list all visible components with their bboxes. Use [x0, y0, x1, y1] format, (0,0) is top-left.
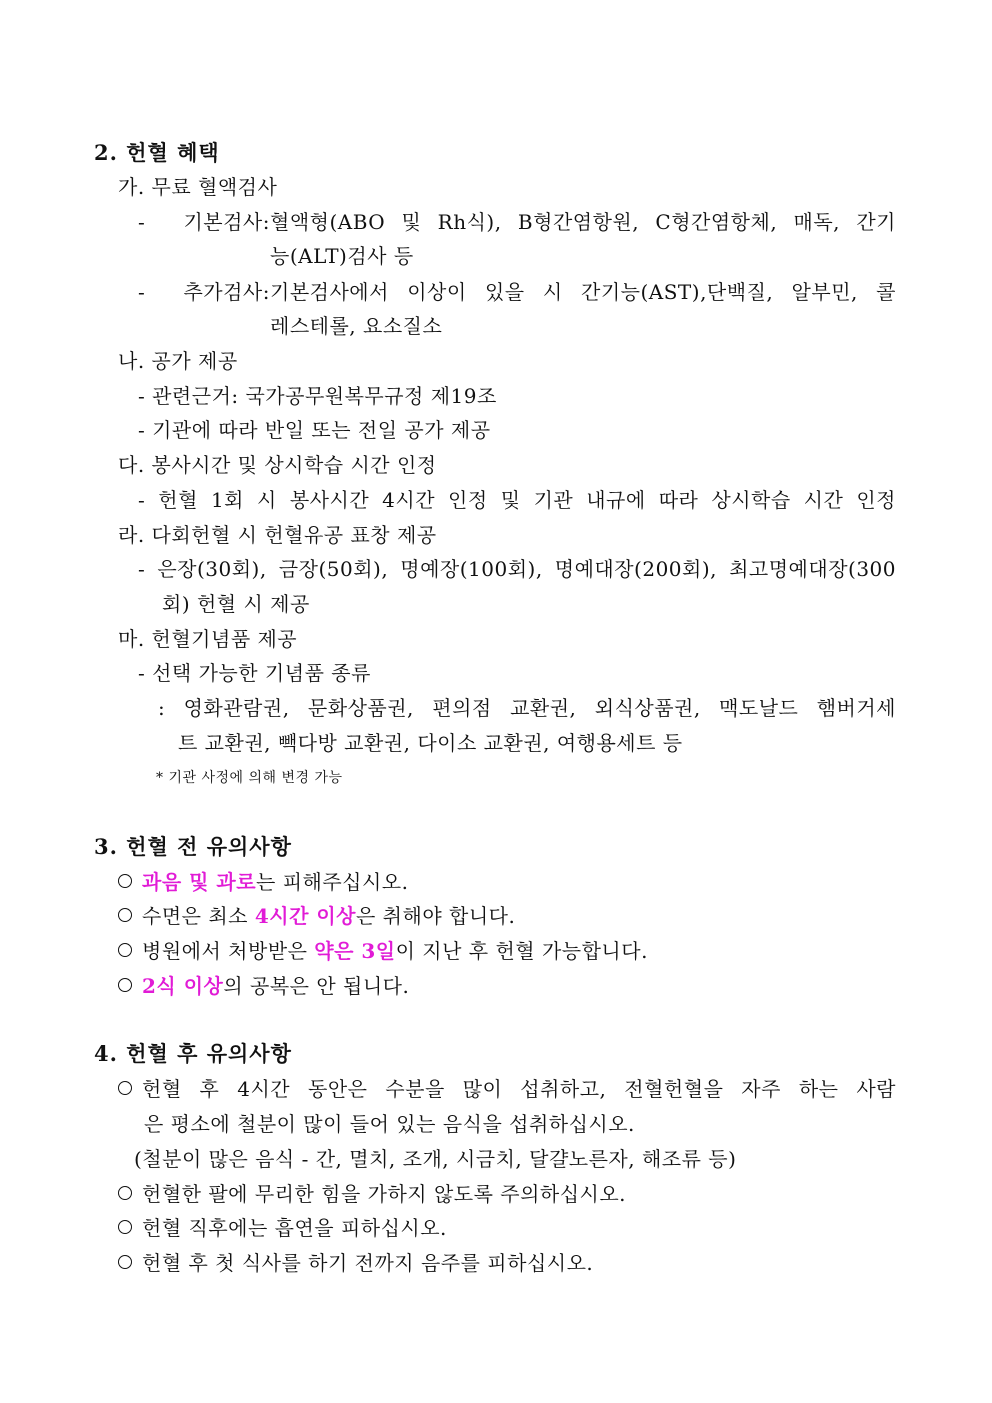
bullet-text: 헌혈 직후에는 흡연을 피하십시오. — [142, 1216, 447, 1240]
subsection-c-title: 다. 봉사시간 및 상시학습 시간 인정 — [118, 453, 437, 477]
extra-test-label: - 추가검사: — [138, 280, 270, 304]
highlight-text: 2식 이상 — [142, 974, 224, 998]
basic-test-text: 혈액형(ABO 및 Rh식), B형간염항원, C형간염항체, 매독, 간기 — [270, 210, 896, 234]
subsection-b-title: 나. 공가 제공 — [118, 349, 238, 373]
bullet-text: 헌혈 후 4시간 동안은 수분을 많이 섭취하고, 전혈헌혈을 자주 하는 사람 — [142, 1077, 896, 1101]
circle-bullet-icon — [118, 1081, 132, 1095]
leave-basis: - 관련근거: 국가공무원복무규정 제19조 — [138, 384, 497, 408]
extra-test-text: 기본검사에서 이상이 있을 시 간기능(AST),단백질, 알부민, 콜 — [270, 280, 896, 304]
pre-bullet-1 — [118, 868, 409, 896]
basic-test-line-1 — [138, 208, 896, 236]
highlight-text: 약은 3일 — [314, 939, 396, 963]
circle-bullet-icon — [118, 874, 132, 888]
circle-bullet-icon — [118, 978, 132, 992]
pre-bullet-3 — [118, 937, 648, 965]
basic-test-label: - 기본검사: — [138, 210, 270, 234]
gift-note: * 기관 사정에 의해 변경 가능 — [156, 770, 343, 786]
post-bullet-1-line-2: 은 평소에 철분이 많이 들어 있는 음식을 섭취하십시오. — [144, 1112, 635, 1136]
volunteer-hours: - 헌혈 1회 시 봉사시간 4시간 인정 및 기관 내규에 따라 상시학습 시간 인정 — [138, 488, 896, 512]
highlight-text: 4시간 이상 — [254, 904, 356, 928]
post-bullet-1-line-1 — [118, 1075, 896, 1103]
bullet-text: 은 취해야 합니다. — [356, 904, 516, 928]
section-3-title: 3. 헌혈 전 유의사항 — [94, 834, 292, 859]
gift-list-line-1: : 영화관람권, 문화상품권, 편의점 교환권, 외식상품권, 맥도날드 햄버거세 — [158, 696, 896, 720]
pre-bullet-4 — [118, 972, 409, 1000]
subsection-d-title: 라. 다회헌혈 시 헌혈유공 표창 제공 — [118, 523, 437, 547]
bullet-text: 헌혈한 팔에 무리한 힘을 가하지 않도록 주의하십시오. — [142, 1182, 627, 1206]
bullet-text: 는 피해주십시오. — [256, 870, 409, 894]
post-bullet-4 — [118, 1249, 593, 1277]
gift-list-line-2: 트 교환권, 빽다방 교환권, 다이소 교환권, 여행용세트 등 — [178, 731, 683, 755]
circle-bullet-icon — [118, 908, 132, 922]
bullet-text: 수면은 최소 — [142, 904, 255, 928]
bullet-text: 의 공복은 안 됩니다. — [223, 974, 410, 998]
bullet-text: 이 지난 후 헌혈 가능합니다. — [395, 939, 648, 963]
basic-test-line-2: 능(ALT)검사 등 — [270, 244, 414, 268]
section-4-title: 4. 헌혈 후 유의사항 — [94, 1041, 292, 1066]
award-line-1: - 은장(30회), 금장(50회), 명예장(100회), 명예대장(200회), 최고명예대장(300 — [138, 557, 896, 581]
post-bullet-3 — [118, 1214, 447, 1242]
leave-detail: - 기관에 따라 반일 또는 전일 공가 제공 — [138, 418, 491, 442]
extra-test-line-2: 레스테롤, 요소질소 — [270, 314, 443, 338]
subsection-e-title: 마. 헌혈기념품 제공 — [118, 627, 298, 651]
gift-choices: - 선택 가능한 기념품 종류 — [138, 661, 371, 685]
highlight-text: 과음 및 과로 — [142, 870, 257, 894]
circle-bullet-icon — [118, 943, 132, 957]
extra-test-line-1 — [138, 278, 896, 306]
section-2-title: 2. 헌혈 혜택 — [94, 140, 220, 165]
iron-foods-note: (철분이 많은 음식 - 간, 멸치, 조개, 시금치, 달걀노른자, 해조류 등) — [134, 1147, 737, 1171]
circle-bullet-icon — [118, 1186, 132, 1200]
circle-bullet-icon — [118, 1220, 132, 1234]
bullet-text: 헌혈 후 첫 식사를 하기 전까지 음주를 피하십시오. — [142, 1251, 594, 1275]
circle-bullet-icon — [118, 1255, 132, 1269]
pre-bullet-2 — [118, 902, 515, 930]
subsection-a-title: 가. 무료 혈액검사 — [118, 175, 278, 199]
bullet-text: 병원에서 처방받은 — [142, 939, 315, 963]
post-bullet-2 — [118, 1180, 626, 1208]
award-line-2: 회) 헌혈 시 제공 — [162, 592, 310, 616]
